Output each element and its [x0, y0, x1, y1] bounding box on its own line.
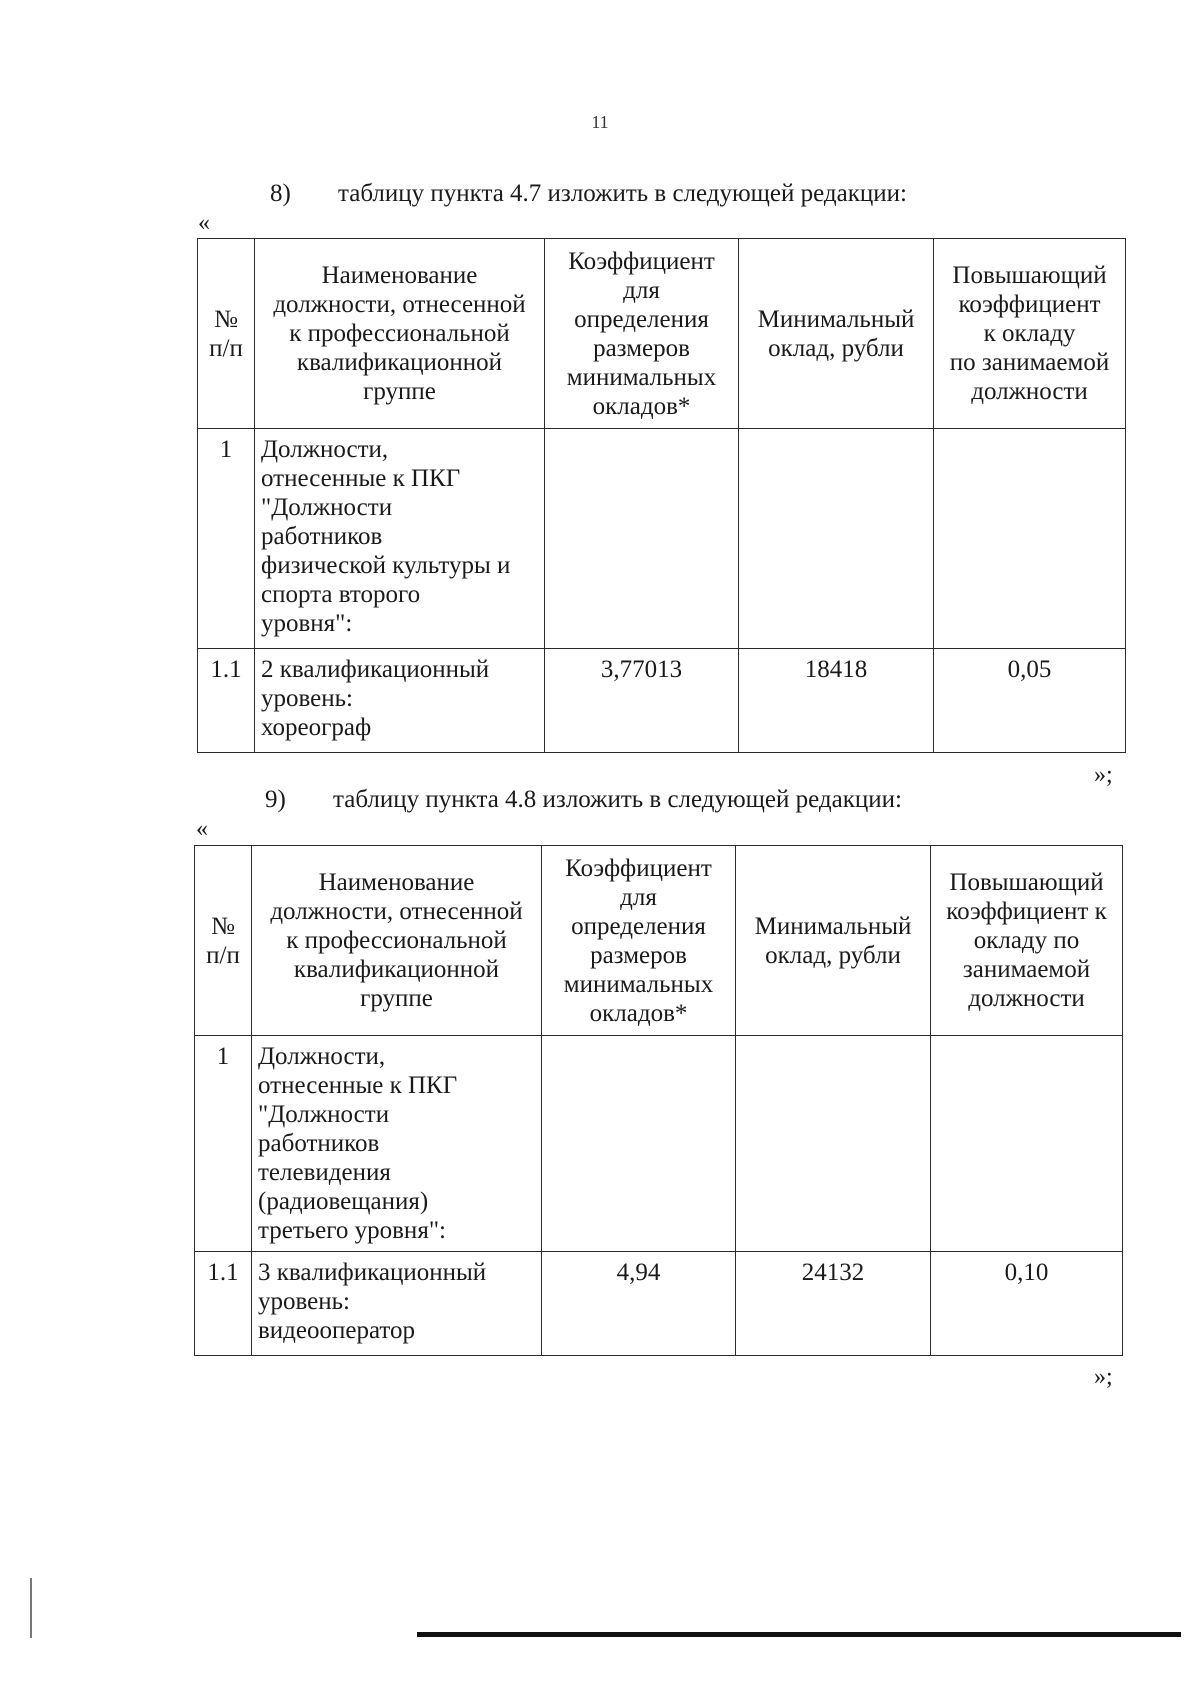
section-9-table [194, 845, 1123, 1356]
header-min-salary: Минимальный оклад, рубли [739, 239, 934, 429]
section-9-text: таблицу пункта 4.8 изложить в следующей редакции: [333, 786, 902, 813]
header-num: № п/п [195, 846, 252, 1036]
row-num: 1 [198, 429, 255, 649]
page-number: 11 [591, 112, 609, 132]
section-9-quote-open: « [196, 816, 208, 842]
row-position-name: 3 квалификационный уровень: видеооператор [252, 1252, 542, 1356]
section-9-number: 9) [265, 786, 286, 813]
row-coefficient: 3,77013 [545, 649, 739, 753]
row-raise-coefficient: 0,10 [931, 1252, 1123, 1356]
header-position-name: Наименование должности, отнесенной к профессиональной квалификационной группе [255, 239, 545, 429]
row-position-name: Должности, отнесенные к ПКГ "Должности работников физической культуры и спорта второго уровня": [255, 429, 545, 649]
row-coefficient: 4,94 [542, 1252, 736, 1356]
section-9-quote-close: »; [1094, 1364, 1113, 1390]
row-min-salary [736, 1036, 931, 1252]
row-min-salary: 18418 [739, 649, 934, 753]
section-8-table [197, 238, 1126, 753]
scan-margin-mark [30, 1578, 32, 1638]
header-num: № п/п [198, 239, 255, 429]
row-position-name: 2 квалификационный уровень: хореограф [255, 649, 545, 753]
section-8-quote-open: « [198, 210, 210, 236]
section-8-instruction [270, 180, 907, 208]
header-coefficient: Коэффициент для определения размеров минимальных окладов* [542, 846, 736, 1036]
row-coefficient [545, 429, 739, 649]
row-raise-coefficient [934, 429, 1126, 649]
bottom-rule [417, 1632, 1181, 1637]
header-raise-coefficient: Повышающий коэффициент к окладу по занимаемой должности [934, 239, 1126, 429]
row-num: 1.1 [195, 1252, 252, 1356]
table-header-row [198, 239, 1126, 429]
header-raise-coefficient: Повышающий коэффициент к окладу по занимаемой должности [931, 846, 1123, 1036]
table-row [195, 1252, 1123, 1356]
row-min-salary: 24132 [736, 1252, 931, 1356]
section-8-text: таблицу пункта 4.7 изложить в следующей редакции: [338, 180, 907, 207]
row-num: 1 [195, 1036, 252, 1252]
header-coefficient: Коэффициент для определения размеров минимальных окладов* [545, 239, 739, 429]
table-row [198, 649, 1126, 753]
section-8-quote-close: »; [1094, 762, 1113, 788]
table-row [198, 429, 1126, 649]
row-num: 1.1 [198, 649, 255, 753]
row-min-salary [739, 429, 934, 649]
row-position-name: Должности, отнесенные к ПКГ "Должности работников телевидения (радиовещания) третьего уровня": [252, 1036, 542, 1252]
row-raise-coefficient [931, 1036, 1123, 1252]
header-position-name: Наименование должности, отнесенной к профессиональной квалификационной группе [252, 846, 542, 1036]
row-raise-coefficient: 0,05 [934, 649, 1126, 753]
header-min-salary: Минимальный оклад, рубли [736, 846, 931, 1036]
table-header-row [195, 846, 1123, 1036]
section-8-number: 8) [270, 180, 291, 207]
section-9-instruction [265, 786, 902, 814]
table-row [195, 1036, 1123, 1252]
row-coefficient [542, 1036, 736, 1252]
